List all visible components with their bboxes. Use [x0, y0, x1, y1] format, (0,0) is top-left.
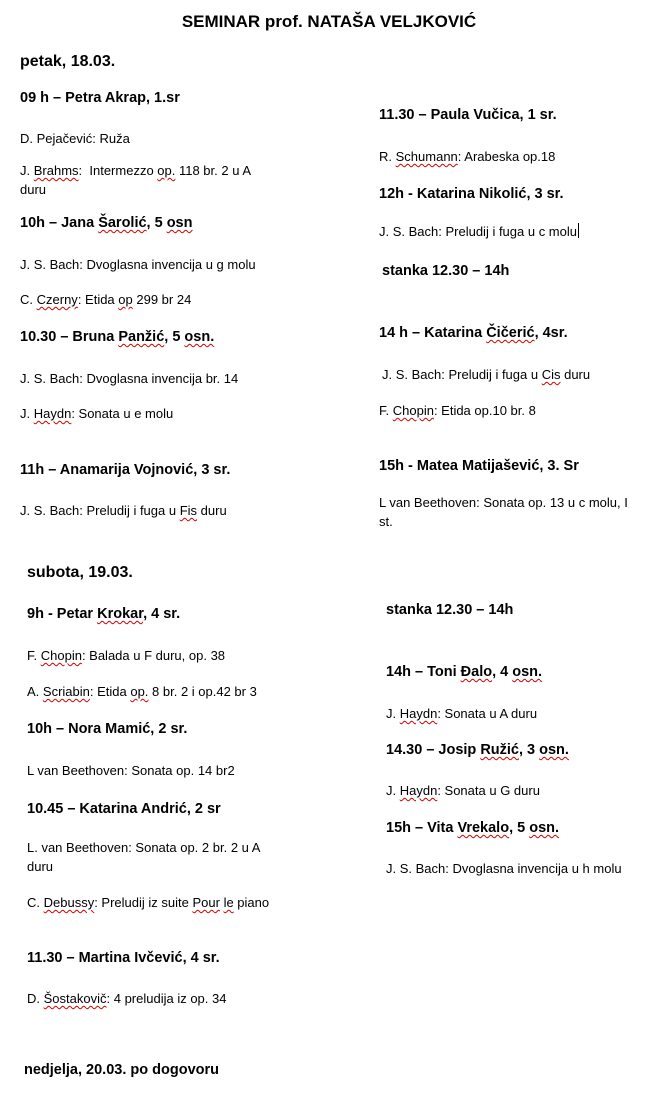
piece-text: J. Haydn: Sonata u A duru	[386, 706, 538, 721]
piece-text: A. Scriabin: Etida op. 8 br. 2 i op.42 br 3	[27, 684, 257, 699]
day-heading-nedjelja: nedjelja, 20.03. po dogovoru	[24, 1062, 219, 1078]
piece-text: F. Chopin: Balada u F duru, op. 38	[27, 648, 226, 663]
piece-text: L van Beethoven: Sonata op. 14 br2	[27, 763, 235, 778]
piece-text: C. Debussy: Preludij iz suite Pour le piano	[27, 895, 270, 910]
piece-text: C. Czerny: Etida op 299 br 24	[20, 292, 192, 307]
piece-text: L van Beethoven: Sonata op. 13 u c molu, I st.	[379, 495, 628, 529]
break-heading: stanka 12.30 – 14h	[382, 263, 510, 279]
slot-heading: 9h - Petar Krokar, 4 sr.	[27, 606, 181, 622]
day-heading-subota: subota, 19.03.	[27, 564, 133, 581]
slot-heading: 11.30 – Paula Vučica, 1 sr.	[379, 107, 557, 123]
slot-heading: 10.30 – Bruna Panžić, 5 osn.	[20, 329, 215, 345]
slot-heading: 12h - Katarina Nikolić, 3 sr.	[379, 186, 564, 202]
slot-heading: 11.30 – Martina Ivčević, 4 sr.	[27, 950, 220, 966]
piece-text: J. Haydn: Sonata u e molu	[20, 406, 174, 421]
piece-text	[379, 222, 579, 241]
slot-heading: 11h – Anamarija Vojnović, 3 sr.	[20, 462, 231, 478]
piece-text: F. Chopin: Etida op.10 br. 8	[379, 403, 536, 418]
slot-heading: 14h – Toni Đalo, 4 osn.	[386, 664, 543, 680]
piece-text-inner: J. S. Bach: Preludij i fuga u c molu	[379, 224, 577, 239]
piece-text: J. S. Bach: Dvoglasna invencija br. 14	[20, 371, 239, 386]
piece-text: J. S. Bach: Dvoglasna invencija u g molu	[20, 257, 256, 272]
slot-heading: 10.45 – Katarina Andrić, 2 sr	[27, 801, 221, 817]
slot-heading: 10h – Nora Mamić, 2 sr.	[27, 721, 188, 737]
slot-heading: 14 h – Katarina Čičerić, 4sr.	[379, 325, 568, 341]
piece-text: D. Šostakovič: 4 preludija iz op. 34	[27, 991, 227, 1006]
piece-text: J. Brahms: Intermezzo op. 118 br. 2 u A duru	[20, 163, 252, 197]
piece-text: J. S. Bach: Preludij i fuga u Fis duru	[20, 503, 227, 518]
slot-heading: 09 h – Petra Akrap, 1.sr	[20, 90, 180, 106]
slot-heading: 15h - Matea Matijašević, 3. Sr	[379, 458, 579, 474]
page-title: SEMINAR prof. NATAŠA VELJKOVIĆ	[181, 12, 477, 31]
slot-heading: 10h – Jana Šarolić, 5 osn	[20, 215, 193, 231]
piece-text: D. Pejačević: Ruža	[20, 131, 130, 146]
day-heading-petak: petak, 18.03.	[20, 53, 116, 70]
piece-text: J. S. Bach: Preludij i fuga u Cis duru	[382, 367, 591, 382]
slot-heading: 15h – Vita Vrekalo, 5 osn.	[386, 820, 560, 836]
piece-text: J. S. Bach: Dvoglasna invencija u h molu	[386, 861, 622, 876]
piece-text: L. van Beethoven: Sonata op. 2 br. 2 u A duru	[27, 840, 260, 874]
break-heading: stanka 12.30 – 14h	[386, 602, 514, 618]
piece-text: J. Haydn: Sonata u G duru	[386, 783, 540, 798]
slot-heading: 14.30 – Josip Ružić, 3 osn.	[386, 742, 569, 758]
piece-text: R. Schumann: Arabeska op.18	[379, 149, 556, 164]
